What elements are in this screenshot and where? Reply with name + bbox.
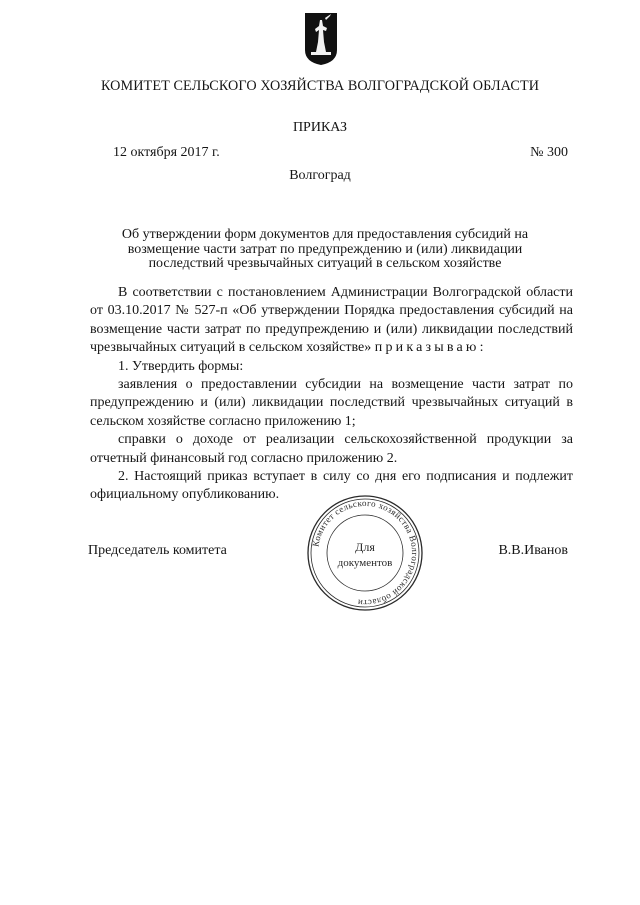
signer-position: Председатель комитета bbox=[88, 543, 227, 558]
document-title bbox=[95, 228, 555, 272]
city: Волгоград bbox=[289, 168, 351, 183]
title-line: Об утверждении форм документов для предоставления субсидий на bbox=[121, 227, 529, 242]
order-number: № 300 bbox=[530, 145, 568, 160]
coat-of-arms-icon bbox=[304, 12, 338, 66]
order-date: 12 октября 2017 г. bbox=[113, 145, 220, 160]
orders-word: приказываю: bbox=[374, 340, 487, 356]
stamp-ring-text: Комитет сельского хозяйства Волгоградской области bbox=[310, 497, 421, 609]
form-2-paragraph: справки о доходе от реализации сельскохозяйственной продукции за отчетный финансовый год согласно приложению 2. bbox=[90, 432, 573, 466]
title-line: последствий чрезвычайных ситуаций в сельском хозяйстве bbox=[148, 256, 502, 271]
organization-name: КОМИТЕТ СЕЛЬСКОГО ХОЗЯЙСТВА ВОЛГОГРАДСКОЙ ОБЛАСТИ bbox=[100, 78, 540, 94]
preamble-paragraph bbox=[90, 284, 573, 358]
official-stamp bbox=[305, 493, 425, 613]
preamble-text: В соответствии с постановлением Администрации Волгоградской области от 03.10.2017 № 527-п «Об утверждении Порядка предоставления субсидий на возмещение части затрат по предупреждению и (или) ликвидации последствий чрезвычайных ситуаций в сельском хозяйстве» bbox=[90, 285, 573, 356]
document-body bbox=[90, 284, 573, 505]
form-1-paragraph: заявления о предоставлении субсидии на возмещение части затрат по предупреждению и (или) ликвидации последствий чрезвычайных ситуаций в сельском хозяйстве согласно приложению 1; bbox=[90, 377, 573, 429]
stamp-center-line: документов bbox=[337, 557, 393, 569]
item-2: 2. Настоящий приказ вступает в силу со дня его подписания и подлежит официальному опубликованию. bbox=[90, 469, 573, 503]
item-1: 1. Утвердить формы: bbox=[118, 358, 244, 374]
document-type: ПРИКАЗ bbox=[292, 120, 348, 135]
stamp-center-line: Для bbox=[355, 540, 375, 554]
title-line: возмещение части затрат по предупреждению и (или) ликвидации bbox=[127, 241, 523, 257]
signer-name: В.В.Иванов bbox=[498, 543, 568, 558]
